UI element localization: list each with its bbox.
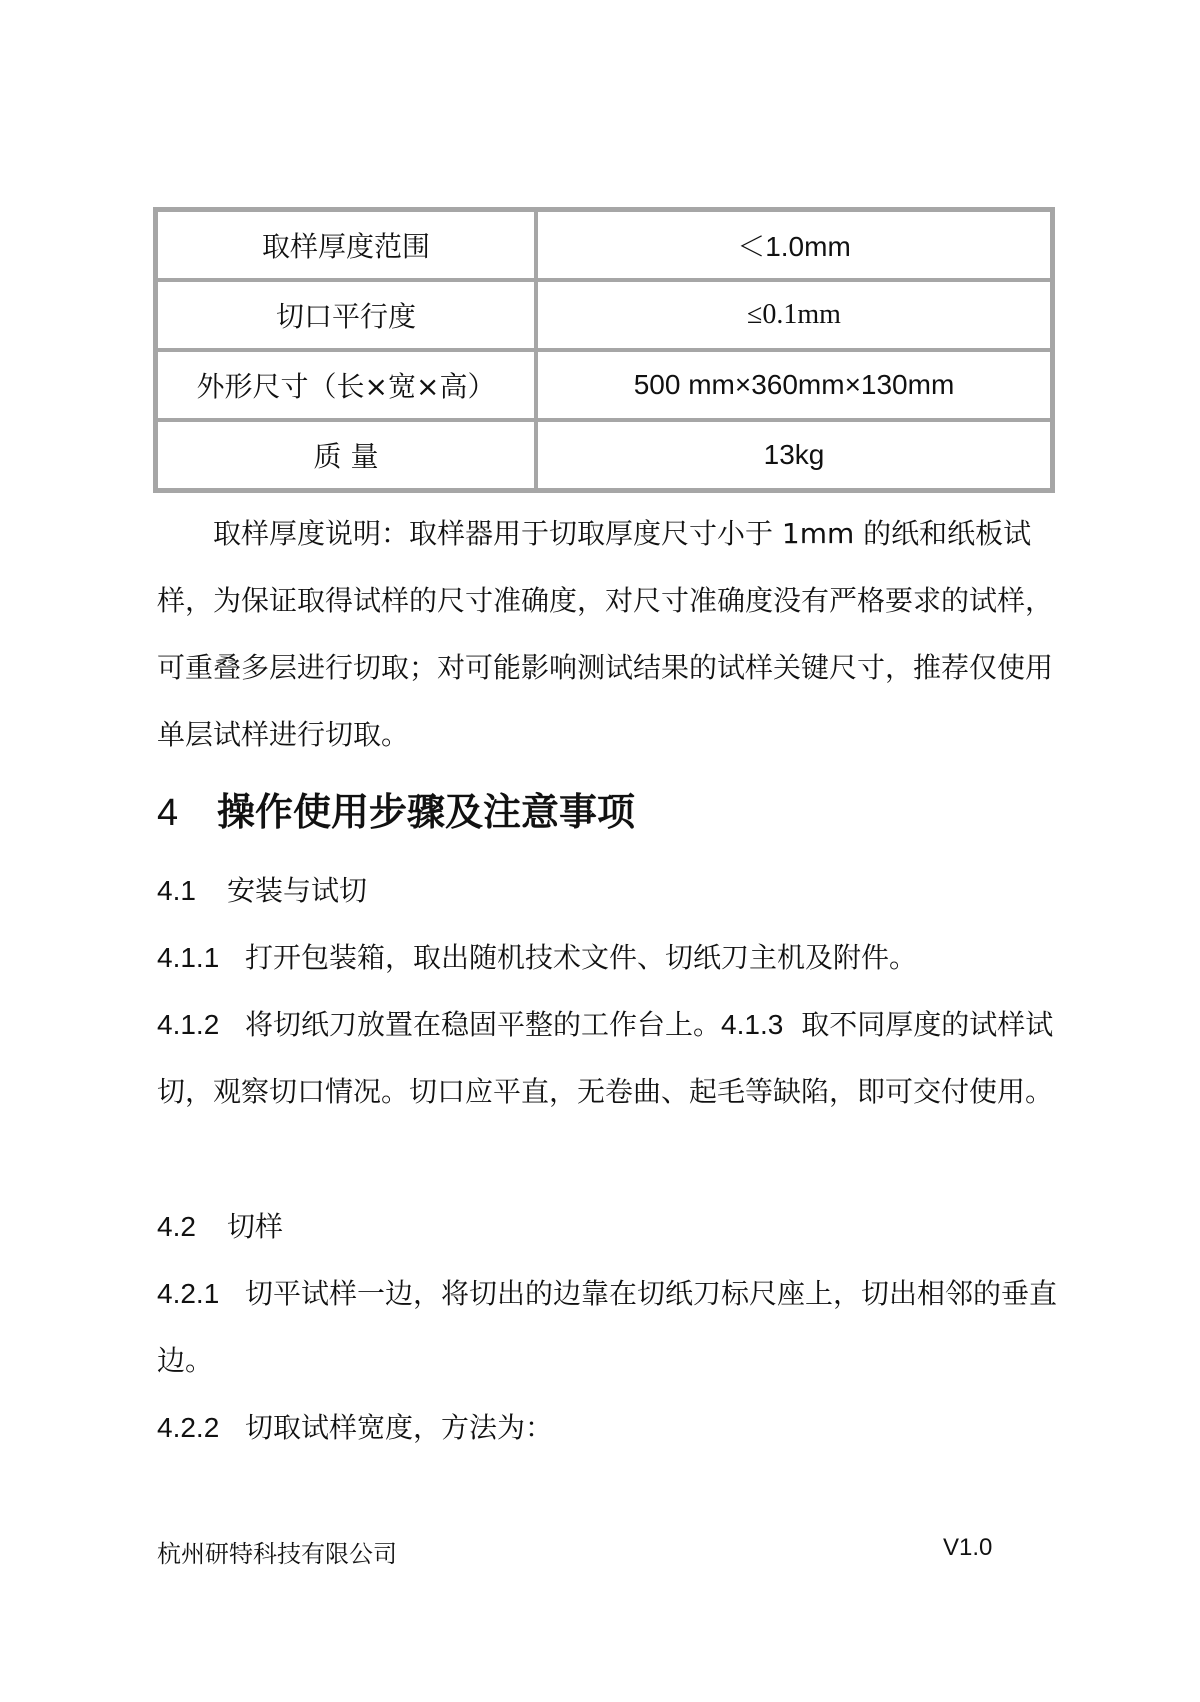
table-row	[156, 210, 1052, 280]
item-number: 4.2	[157, 1211, 196, 1242]
item-text: 切平试样一边，将切出的边靠在切纸刀标尺座上，切出相邻的垂直边。	[157, 1277, 1058, 1377]
table-cell-value: ≤0.1mm	[536, 280, 1052, 350]
item-4-2-1	[157, 1260, 1057, 1394]
item-4-2-2	[157, 1394, 1057, 1461]
item-text: 安装与试切	[227, 874, 368, 907]
table-row	[156, 420, 1052, 490]
item-text: 将切纸刀放置在稳固平整的工作台上。	[245, 1008, 722, 1041]
spec-table	[153, 207, 1055, 493]
item-number: 4.1.3	[721, 1009, 784, 1040]
table-cell-label: 取样厚度范围	[156, 210, 536, 280]
item-text: 打开包装箱，取出随机技术文件、切纸刀主机及附件。	[245, 941, 918, 974]
item-number: 4.1	[157, 875, 196, 906]
table-row	[156, 350, 1052, 420]
footer-company: 杭州研特科技有限公司	[157, 1540, 397, 1568]
table-cell-label: 质 量	[156, 420, 536, 490]
item-4-1-2	[157, 991, 1057, 1125]
table-cell-label: 切口平行度	[156, 280, 536, 350]
item-text: 切样	[227, 1210, 284, 1243]
item-number: 4.2.2	[157, 1412, 220, 1443]
section-title: 操作使用步骤及注意事项	[217, 790, 636, 834]
table-cell-label: 外形尺寸（长×宽×高）	[156, 350, 536, 420]
item-number: 4.1.1	[157, 942, 220, 973]
item-number: 4.2.1	[157, 1278, 220, 1309]
subsection-4-1	[157, 857, 1057, 924]
item-4-1-1	[157, 924, 1057, 991]
table-cell-value: ＜1.0mm	[536, 210, 1052, 280]
table-row	[156, 280, 1052, 350]
item-text: 切取试样宽度，方法为：	[245, 1411, 554, 1444]
item-text: 取不同厚度的试样试切，观察切口情况。切口应平直，无卷曲、起毛等缺陷，即可交付使用。	[157, 1008, 1054, 1108]
thickness-note-paragraph: 取样厚度说明：取样器用于切取厚度尺寸小于 1mm 的纸和纸板试样，为保证取得试样的尺寸准确度，对尺寸准确度没有严格要求的试样，可重叠多层进行切取；对可能影响测试结果的试样关键尺寸，推荐仅使用单层试样进行切取。	[157, 517, 1054, 751]
item-number: 4.1.2	[157, 1009, 220, 1040]
section-number: 4	[157, 792, 179, 834]
table-cell-value: 13kg	[536, 420, 1052, 490]
footer-version: V1.0	[943, 1534, 993, 1561]
table-cell-value: 500 mm×360mm×130mm	[536, 350, 1052, 420]
section-heading	[157, 782, 635, 843]
subsection-4-2	[157, 1193, 1057, 1260]
